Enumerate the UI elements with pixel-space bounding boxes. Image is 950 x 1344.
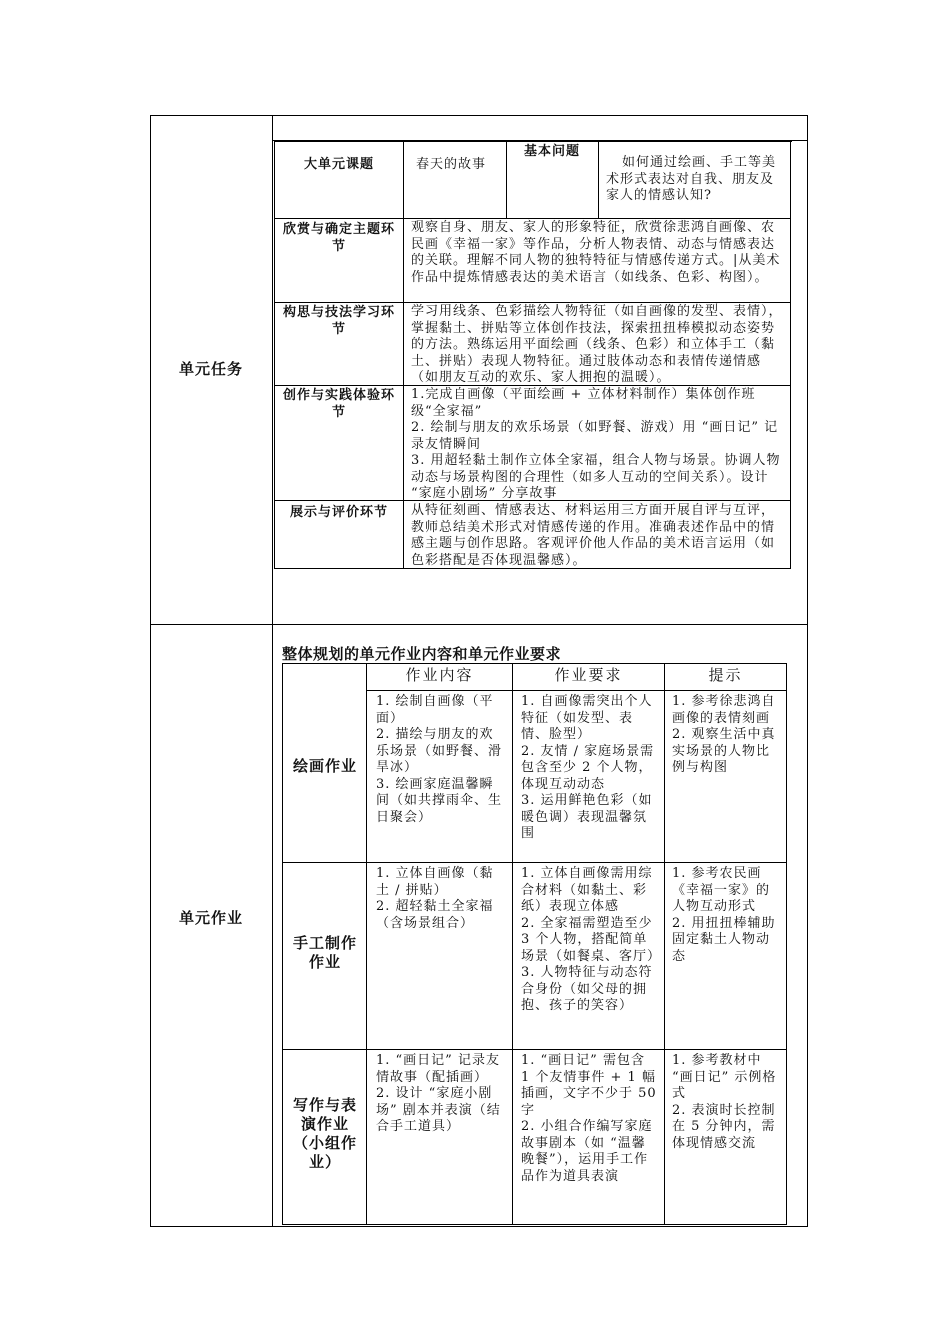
- stage-3-line-1: 1.完成自画像（平面绘画 + 立体材料制作）集体创作班级“全家福”: [411, 387, 756, 419]
- list-item: 2. 全家福需塑造至少 3 个人物，搭配简单场景（如餐桌、客厅）: [521, 915, 662, 964]
- task-table-col3: [598, 141, 599, 218]
- topic-value: 春天的故事: [416, 157, 487, 172]
- list-item: 1. 参考徐悲鸿自画像的表情刻画: [672, 694, 776, 726]
- hw-col-header-hint: 提示: [708, 666, 743, 684]
- outer-right-border: [807, 115, 808, 1227]
- hw-row-3-hint: [672, 1053, 782, 1152]
- list-item: 1. “画日记” 记录友情故事（配插画）: [376, 1053, 500, 1085]
- list-item: 1. “画日记” 需包含 1 个友情事件 + 1 幅插画，文字不少于 50 字: [521, 1053, 657, 1118]
- list-item: 3. 绘画家庭温馨瞬间（如共撑雨伞、生日聚会）: [376, 776, 503, 825]
- stage-label-4: 展示与评价环节: [289, 505, 388, 520]
- hw-header-rule: [366, 690, 787, 691]
- stage-3-line-2: 2. 绘制与朋友的欢乐场景（如野餐、游戏）用 “画日记” 记录友情瞬间: [411, 420, 779, 452]
- list-item: 2. 友情 / 家庭场景需包含至少 2 个人物，体现互动动态: [521, 743, 655, 792]
- task-row-rule-1: [274, 218, 791, 219]
- list-item: 2. 观察生活中真实场景的人物比例与构图: [672, 727, 776, 775]
- task-row-rule-2: [274, 302, 791, 303]
- list-item: 2. 设计 “家庭小剧场” 剧本并表演（结合手工道具）: [376, 1086, 501, 1134]
- task-table-right-top: [790, 141, 791, 218]
- hw-row-label-painting: 绘画作业: [292, 757, 357, 775]
- hw-row-2-content: [376, 866, 506, 932]
- list-item: 1. 自画像需突出个人特征（如发型、表情、脸型）: [521, 694, 653, 742]
- hw-row-label-handcraft: 手工制作作业: [292, 934, 357, 971]
- question-label: 基本问题: [523, 144, 580, 159]
- task-table-col1: [403, 141, 404, 569]
- stage-text-3: [411, 387, 787, 503]
- task-table-top: [274, 141, 792, 142]
- hw-col-1: [366, 663, 367, 1225]
- hw-row-label-writing: 写作与表演作业（小组作业）: [292, 1096, 357, 1171]
- hw-col-2: [512, 663, 513, 1225]
- hw-row-1-content: [376, 694, 506, 826]
- hw-table-top: [282, 663, 787, 664]
- list-item: 1. 绘制自画像（平面）: [376, 694, 494, 726]
- stage-text-4: 从特征刻画、情感表达、材料运用三方面开展自评与互评，教师总结美术形式对情感传递的作用。准确表述作品中的情感主题与创作思路。客观评价他人作品的美术语言运用（如色彩搭配是否体现温馨感）。: [411, 503, 776, 568]
- hw-row-3-content: [376, 1053, 506, 1136]
- hw-table-bottom: [282, 1224, 787, 1225]
- task-table-col2: [506, 141, 507, 218]
- stage-text-2: 学习用线条、色彩描绘人物特征（如自画像的发型、表情），掌握黏土、拼贴等立体创作技法，探索扭扭棒模拟动态姿势的方法。熟练运用平面绘画（线条、色彩）和立体手工（黏土、拼贴）表现人物特征。通过肢体动态和表情传递情感（如朋友互动的欢乐、家人拥抱的温暖）。: [411, 304, 783, 385]
- list-item: 1. 参考教材中 “画日记” 示例格式: [672, 1053, 777, 1101]
- list-item: 3. 运用鲜艳色彩（如暖色调）表现温馨氛围: [521, 793, 653, 841]
- unit-homework-label: 单元作业: [178, 909, 243, 927]
- stage-text-1: 观察自身、朋友、家人的形象特征，欣赏徐悲鸿自画像、农民画《幸福一家》等作品，分析人物表情、动态与情感表达的关联。理解不同人物的独特特征与情感传递方式。|从美术作品中提炼情感表达的美术语言（如线条、色彩、构图）。: [411, 220, 781, 285]
- stage-label-1: 欣赏与确定主题环节: [282, 222, 395, 254]
- outer-bottom-border: [150, 1226, 808, 1227]
- outer-left-border: [150, 115, 151, 1227]
- list-item: 2. 超轻黏土全家福（含场景组合）: [376, 899, 494, 931]
- task-table-right: [790, 218, 791, 569]
- list-item: 1. 立体自画像（黏土 / 拼贴）: [376, 866, 494, 898]
- list-item: 2. 小组合作编写家庭故事剧本（如 “温馨晚餐”），运用手工作品作为道具表演: [521, 1119, 653, 1184]
- list-item: 2. 表演时长控制在 5 分钟内，需体现情感交流: [672, 1102, 776, 1151]
- outer-top-border: [150, 115, 808, 116]
- hw-row-3-requirement: [521, 1053, 659, 1185]
- list-item: 1. 参考农民画《幸福一家》的人物互动形式: [672, 866, 771, 914]
- hw-col-header-requirement: 作业要求: [554, 666, 623, 684]
- topic-label: 大单元课题: [303, 157, 374, 172]
- hw-row-rule-1: [282, 862, 787, 863]
- list-item: 2. 用扭扭棒辅助固定黏土人物动态: [672, 915, 776, 964]
- unit-task-label: 单元任务: [178, 360, 243, 378]
- list-item: 3. 人物特征与动态符合身份（如父母的拥抱、孩子的笑容）: [521, 965, 653, 1013]
- list-item: 1. 立体自画像需用综合材料（如黏土、彩纸）表现立体感: [521, 866, 653, 914]
- hw-row-1-hint: [672, 694, 782, 777]
- hw-row-rule-2: [282, 1049, 787, 1050]
- list-item: 2. 描绘与朋友的欢乐场景（如野餐、滑旱冰）: [376, 727, 503, 775]
- hw-table-left: [282, 663, 283, 1225]
- stage-label-2: 构思与技法学习环节: [282, 305, 395, 337]
- question-value: 如何通过绘画、手工等美术形式表达对自我、朋友及家人的情感认知?: [606, 155, 777, 203]
- task-table-left: [274, 141, 275, 569]
- label-column-divider: [272, 115, 273, 1227]
- section-divider: [150, 624, 808, 625]
- hw-row-1-requirement: [521, 694, 659, 843]
- stage-label-3: 创作与实践体验环节: [282, 388, 395, 420]
- hw-col-3: [664, 663, 665, 1225]
- hw-row-2-hint: [672, 866, 782, 965]
- hw-table-right: [786, 663, 787, 1225]
- stage-3-line-3: 3. 用超轻黏土制作立体全家福，组合人物与场景。协调人物动态与场景构图的合理性（如多人互动的空间关系）。设计 “家庭小剧场” 分享故事: [411, 453, 781, 501]
- hw-row-2-requirement: [521, 866, 662, 1015]
- hw-col-header-content: 作业内容: [405, 666, 474, 684]
- homework-title: 整体规划的单元作业内容和单元作业要求: [282, 645, 562, 663]
